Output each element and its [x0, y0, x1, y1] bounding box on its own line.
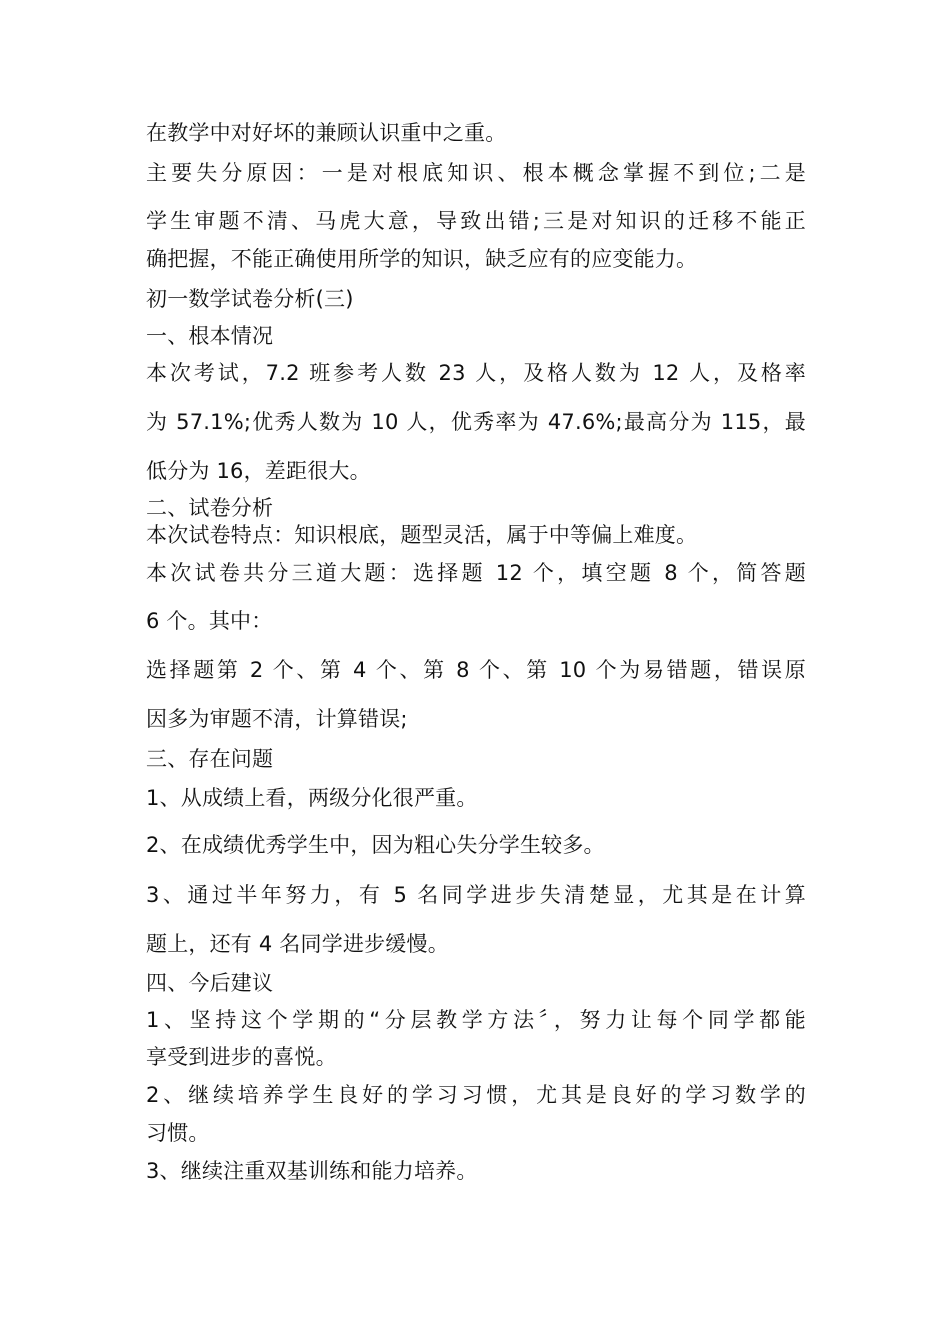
text-line: 本次考试，7.2 班参考人数 23 人，及格人数为 12 人，及格率	[146, 361, 806, 385]
text-line: 本次试卷特点：知识根底，题型灵活，属于中等偏上难度。	[146, 523, 698, 547]
section-heading: 一、根本情况	[146, 324, 274, 348]
text-line: 低分为 16，差距很大。	[146, 459, 371, 483]
text-line: 享受到进步的喜悦。	[146, 1045, 337, 1069]
text-line: 为 57.1%;优秀人数为 10 人，优秀率为 47.6%;最高分为 115，最	[146, 410, 806, 434]
text-line: 选择题第 2 个、第 4 个、第 8 个、第 10 个为易错题，错误原	[146, 658, 806, 682]
list-item: 2、继续培养学生良好的学习习惯，尤其是良好的学习数学的	[146, 1083, 806, 1107]
text-line: 习惯。	[146, 1121, 210, 1145]
section-heading: 二、试卷分析	[146, 496, 274, 520]
text-line: 主要失分原因：一是对根底知识、根本概念掌握不到位;二是	[146, 161, 806, 185]
list-item: 1、从成绩上看，两级分化很严重。	[146, 786, 478, 810]
text-line: 题上，还有 4 名同学进步缓慢。	[146, 932, 449, 956]
section-title: 初一数学试卷分析(三)	[146, 287, 354, 311]
list-item: 3、继续注重双基训练和能力培养。	[146, 1159, 478, 1183]
list-item: 3、通过半年努力，有 5 名同学进步失清楚显，尤其是在计算	[146, 883, 806, 907]
section-heading: 三、存在问题	[146, 747, 274, 771]
text-line: 确把握，不能正确使用所学的知识，缺乏应有的应变能力。	[146, 247, 698, 271]
text-line: 因多为审题不清，计算错误;	[146, 707, 408, 731]
section-heading: 四、今后建议	[146, 971, 274, 995]
list-item: 2、在成绩优秀学生中，因为粗心失分学生较多。	[146, 833, 605, 857]
text-line: 6 个。其中：	[146, 609, 273, 633]
text-line: 在教学中对好坏的兼顾认识重中之重。	[146, 121, 507, 145]
text-line: 本次试卷共分三道大题：选择题 12 个，填空题 8 个，简答题	[146, 561, 806, 585]
list-item: 1、坚持这个学期的“分层教学方法〞，努力让每个同学都能	[146, 1008, 806, 1032]
text-line: 学生审题不清、马虎大意，导致出错;三是对知识的迁移不能正	[146, 209, 806, 233]
